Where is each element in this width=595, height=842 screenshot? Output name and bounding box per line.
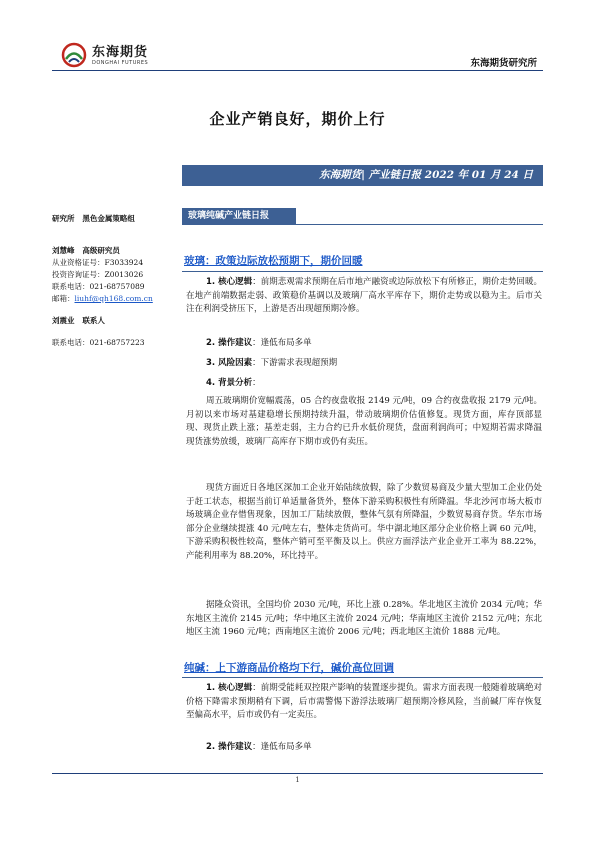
glass-background-label: 4. 背景分析 — [206, 378, 253, 388]
soda-core-logic-text: ：前期受能耗双控限产影响的装置逐步提负。需求方面表现一般随着玻璃绝对价格下降需求预期稍有下调，后市需警惕下游浮法玻璃厂超预期冷修风险，当前碱厂库存恢复至偏高水平，后市或仍有一定卖压。 — [186, 683, 542, 721]
soda-heading-underline — [182, 677, 543, 678]
analyst2-name: 刘震业 — [52, 316, 75, 325]
analyst-sidebar — [52, 213, 172, 349]
analyst1-email-link[interactable]: liuhf@qh168.com.cn — [74, 294, 153, 303]
soda-operation-text: ：逢低布局多单 — [252, 742, 312, 752]
analyst2-phone: 联系电话：021-68757223 — [52, 338, 145, 347]
page-number: 1 — [295, 776, 300, 784]
analyst1-header — [52, 245, 172, 257]
report-title: 企业产销良好，期价上行 — [209, 110, 386, 128]
analyst1-invest: 投资咨询证号：Z0013026 — [52, 270, 144, 279]
glass-background — [206, 376, 261, 388]
soda-heading-keyword[interactable]: 纯碱 — [184, 662, 205, 674]
institute-label: 研究所 — [52, 214, 75, 223]
glass-core-logic — [186, 276, 542, 317]
footer-divider — [52, 773, 543, 774]
glass-bg-paragraph-1: 周五玻璃期价宽幅震荡，05 合约夜盘收报 2149 元/吨，09 合约夜盘收报 2179 元/吨。月初以来市场对基建稳增长预期持续升温，带动玻璃期价估值修复。现货方面，库存顶部显现、现货止跌上涨；基差走弱，主力合约已升水低价现货，盘面利润尚可；中短期若需求降温现货涨势放缓，玻璃厂高库存下期市或仍有卖压。 — [186, 396, 542, 447]
analyst1-cert: 从业资格证号：F3033924 — [52, 258, 144, 267]
analyst1-name: 刘慧峰 — [52, 246, 75, 255]
glass-operation — [206, 336, 312, 348]
company-logo — [60, 40, 180, 74]
report-banner-text: 东海期货| 产业链日报 2022 年 01 月 24 日 — [319, 169, 533, 181]
glass-bg-paragraph-3: 据隆众资讯，全国均价 2030 元/吨，环比上涨 0.28%。华北地区主流价 2034 元/吨；华东地区主流价 2145 元/吨；华中地区主流价 2024 元/吨；华南地区主流价 2152 元/吨；东北地区主流 1960 元/吨；西南地区主流价 2006 元/吨；西北地区主流价 1888 元/吨。 — [186, 600, 543, 638]
glass-operation-label: 2. 操作建议 — [206, 338, 253, 348]
section-divider — [182, 224, 543, 225]
glass-background-colon: ： — [252, 378, 261, 388]
glass-core-logic-label: 1. 核心逻辑 — [206, 277, 253, 287]
glass-operation-text: ：逢低布局多单 — [252, 338, 312, 348]
logo-chinese-name: 东海期货 — [92, 45, 149, 60]
soda-operation — [206, 740, 312, 752]
logo-english-name: DONGHAI FUTURES — [92, 60, 149, 66]
analyst1-email-row — [52, 293, 172, 305]
soda-core-logic — [186, 682, 542, 723]
research-group — [52, 213, 172, 225]
glass-heading-keyword[interactable]: 玻璃 — [184, 255, 205, 267]
section-label: 玻璃纯碱产业链日报 — [182, 208, 296, 224]
soda-core-logic-label: 1. 核心逻辑 — [206, 683, 253, 693]
header-divider — [52, 70, 543, 71]
analyst2-role: 联系人 — [82, 316, 105, 325]
glass-risk — [206, 356, 337, 368]
analyst2-header — [52, 315, 172, 327]
glass-core-logic-text: ：前期悲观需求预期在后市地产融资或边际放松下有所修正，期价走势回暖。在地产前端数据走弱、政策稳价基调以及玻璃厂高水平库存下，期价走势或以稳为主。后市关注在利润受挤压下，上游是否出现超预期冷修。 — [186, 277, 542, 315]
donghai-logo-icon — [60, 40, 88, 70]
analyst1-phone: 联系电话：021-68757089 — [52, 282, 145, 291]
analyst1-role: 高级研究员 — [82, 246, 120, 255]
glass-risk-text: ：下游需求表现超预期 — [252, 358, 338, 368]
soda-heading[interactable] — [184, 660, 394, 675]
glass-heading-underline — [182, 271, 543, 272]
institute-name: 东海期货研究所 — [470, 58, 537, 69]
soda-operation-label: 2. 操作建议 — [206, 742, 253, 752]
glass-risk-label: 3. 风险因素 — [206, 358, 253, 368]
email-label: 邮箱： — [52, 294, 75, 303]
glass-heading-text[interactable]: ：政策边际放松预期下，期价回暖 — [205, 255, 363, 267]
group-name: 黑色金属策略组 — [82, 214, 135, 223]
soda-heading-text[interactable]: ：上下游商品价格均下行，碱价高位回调 — [205, 662, 394, 674]
glass-bg-paragraph-2: 现货方面近日各地区深加工企业开始陆续放假，除了少数贸易商及少量大型加工企业仍处于赶工状态，根据当前订单适量备货外，整体下游采购积极性有所降温。华北沙河市场大板市场玻璃企业存惜售现象，因加工厂陆续放假，整体气氛有所降温，少数贸易商存货。华东市场部分企业继续提涨 40 元/吨左右，整体走货尚可。华中湖北地区部分企业价格上调 60 元/吨，下游采购积极性较高，整体产销可至平衡及以上。供应方面浮法产业企业开工率为 88.22%，产能利用率为 88.20%，环比持平。 — [186, 483, 542, 561]
glass-heading[interactable] — [184, 253, 363, 268]
